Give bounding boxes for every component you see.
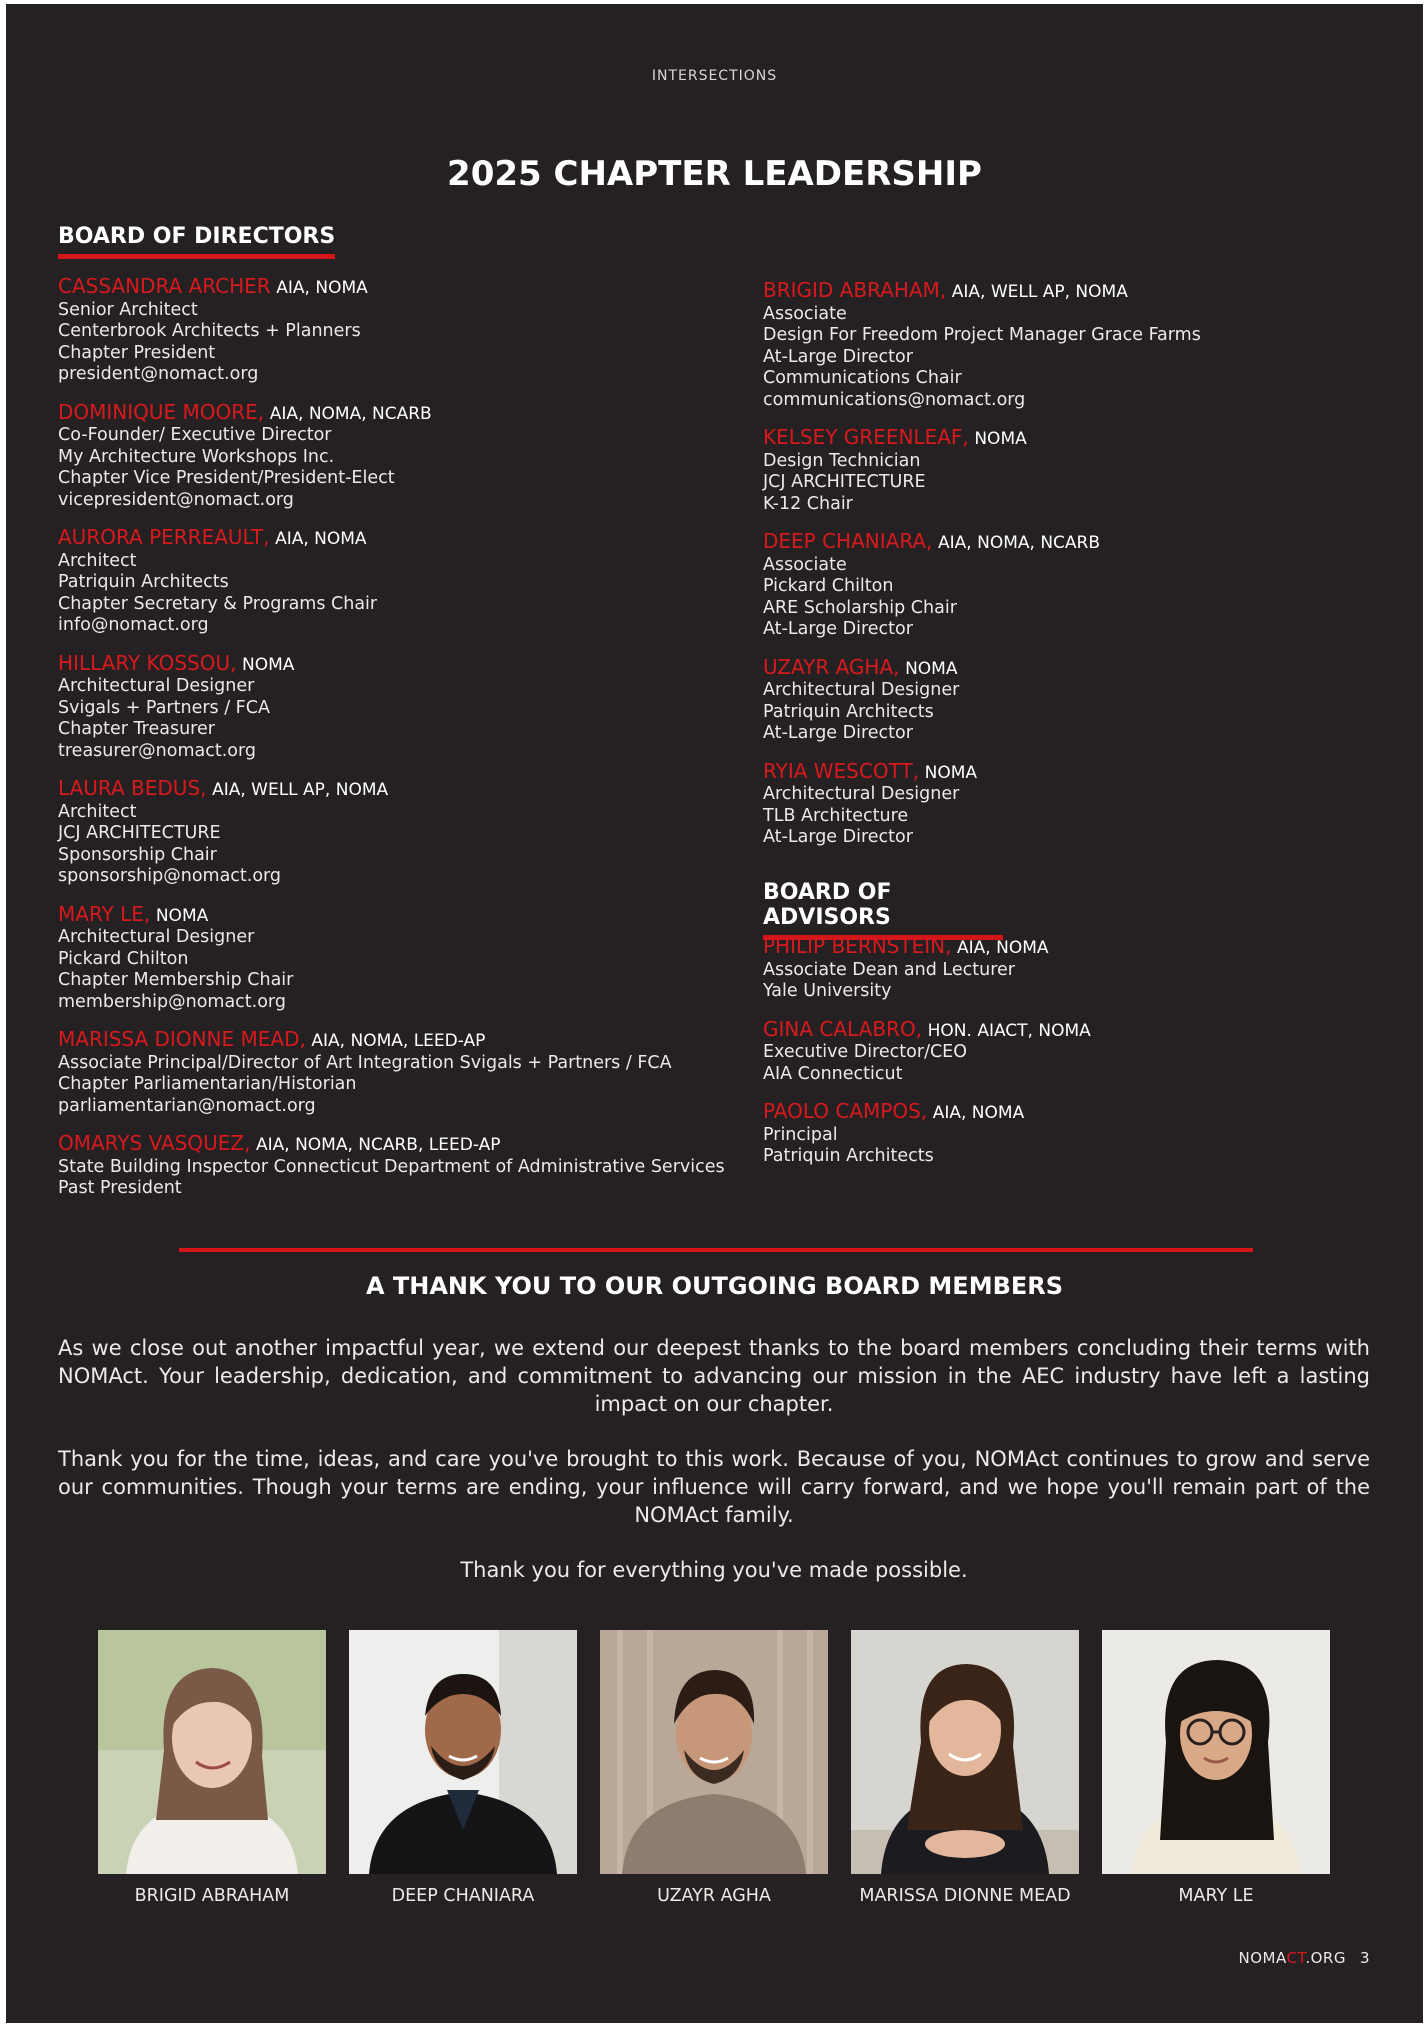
member-detail-line: Architectural Designer — [763, 680, 960, 700]
member-entry — [763, 1101, 1363, 1168]
directors-left-column — [58, 276, 758, 1216]
member-credentials: AIA, WELL AP, NOMA — [951, 282, 1128, 302]
member-credentials: NOMA — [242, 654, 295, 675]
member-entry — [763, 531, 1363, 641]
member-entry — [58, 650, 758, 763]
member-detail-line: Pickard Chilton — [58, 948, 189, 969]
member-detail-line: Patriquin Architects — [763, 701, 934, 722]
member-name: MARISSA DIONNE MEAD, — [58, 1027, 306, 1051]
member-name: DEEP CHANIARA, — [763, 529, 933, 553]
member-detail-line: Past President — [58, 1178, 182, 1198]
member-credentials: AIA, NOMA — [957, 938, 1049, 958]
footer-site-accent: CT — [1286, 1949, 1306, 1967]
member-detail-line: Architectural Designer — [763, 784, 960, 804]
member-detail-line: Chapter Membership Chair — [58, 970, 294, 990]
member-heading — [58, 276, 758, 300]
member-credentials: AIA, NOMA, NCARB — [938, 533, 1101, 553]
member-detail-line: Design For Freedom Project Manager Grace Farms — [763, 325, 1201, 345]
member-detail-line: Centerbrook Architects + Planners — [58, 321, 361, 341]
member-detail-line: Architectural Designer — [58, 676, 255, 696]
member-detail-line: ARE Scholarship Chair — [763, 597, 957, 618]
member-detail-line: Associate Dean and Lecturer — [763, 959, 1015, 980]
portrait-photo — [349, 1630, 577, 1874]
member-caption: MARISSA DIONNE MEAD — [859, 1886, 1071, 1906]
footer-site-prefix: NOMA — [1238, 1949, 1287, 1967]
member-detail-line: My Architecture Workshops Inc. — [58, 446, 335, 467]
member-name: LAURA BEDUS, — [58, 776, 207, 800]
member-detail-line: Yale University — [763, 981, 892, 1001]
member-heading — [58, 1133, 758, 1157]
document-page — [6, 4, 1423, 2023]
thank-you-paragraph-3: Thank you for everything you've made possible. — [460, 1558, 968, 1582]
member-detail-line: K-12 Chair — [763, 493, 853, 514]
member-detail-line: JCJ ARCHITECTURE — [763, 472, 926, 492]
member-heading — [763, 758, 1363, 785]
member-name: BRIGID ABRAHAM, — [763, 278, 947, 302]
thank-you-heading: A THANK YOU TO OUR OUTGOING BOARD MEMBERS — [365, 1272, 1064, 1300]
member-heading — [763, 280, 1363, 304]
member-detail-line: Architect — [58, 550, 137, 571]
member-heading — [763, 654, 1363, 681]
member-name: AURORA PERREAULT, — [58, 525, 270, 549]
member-detail-line: Senior Architect — [58, 299, 198, 320]
member-detail-line: AIA Connecticut — [763, 1063, 903, 1084]
portrait-photo — [1102, 1630, 1330, 1874]
member-entry — [763, 280, 1363, 411]
portrait-photo — [851, 1630, 1079, 1874]
member-detail-line: At-Large Director — [763, 723, 913, 743]
member-heading — [763, 1016, 1363, 1043]
member-entry — [763, 1016, 1363, 1086]
member-detail-line: At-Large Director — [763, 827, 913, 847]
member-detail-line: Architect — [58, 801, 137, 822]
member-heading — [763, 1101, 1363, 1125]
member-detail-line: Chapter Vice President/President-Elect — [58, 468, 395, 488]
board-of-directors-heading: BOARD OF DIRECTORS — [58, 224, 335, 259]
member-detail-line: Chapter President — [58, 342, 216, 363]
member-heading — [58, 901, 758, 928]
member-detail-line: president@nomact.org — [58, 364, 259, 384]
member-detail-line: info@nomact.org — [58, 615, 209, 635]
member-detail-line: Svigals + Partners / FCA — [58, 697, 270, 718]
directors-right-column — [763, 280, 1363, 865]
member-detail-line: JCJ ARCHITECTURE — [58, 823, 221, 843]
member-name: OMARYS VASQUEZ, — [58, 1131, 251, 1155]
member-name: GINA CALABRO, — [763, 1016, 923, 1041]
thank-you-paragraph-1: As we close out another impactful year, we extend our deepest thanks to the board members concluding their terms with NOMAct. Your leadership, dedication, and commitment to advancing our mission in the AEC industry have left a lasting impact on our chapter. — [58, 1336, 1370, 1416]
member-entry — [58, 1133, 758, 1200]
member-name: MARY LE, — [58, 901, 151, 926]
member-detail-line: treasurer@nomact.org — [58, 740, 256, 761]
member-heading — [58, 778, 758, 802]
member-detail-line: Communications Chair — [763, 368, 962, 388]
member-caption: MARY LE — [1178, 1886, 1254, 1906]
member-heading — [58, 399, 758, 426]
member-detail-line: TLB Architecture — [763, 805, 909, 826]
member-detail-line: sponsorship@nomact.org — [58, 866, 282, 886]
member-detail-line: vicepresident@nomact.org — [58, 489, 294, 510]
member-detail-line: Chapter Parliamentarian/Historian — [58, 1074, 357, 1094]
member-name: CASSANDRA ARCHER — [58, 274, 271, 298]
board-of-advisors-heading: BOARD OF ADVISORS — [763, 880, 1003, 940]
member-card — [851, 1630, 1079, 1906]
member-credentials: NOMA — [924, 762, 978, 783]
member-detail-line: Sponsorship Chair — [58, 844, 217, 865]
page-number: 3 — [1359, 1949, 1370, 1967]
member-name: DOMINIQUE MOORE, — [58, 399, 265, 424]
member-detail-line: Design Technician — [763, 450, 921, 471]
member-detail-line: Executive Director/CEO — [763, 1042, 968, 1062]
member-entry — [58, 1029, 758, 1117]
member-detail-line: Associate Principal/Director of Art Integration Svigals + Partners / FCA — [58, 1052, 672, 1073]
member-heading — [58, 527, 758, 551]
member-card — [1102, 1630, 1330, 1906]
member-entry — [763, 654, 1363, 745]
member-card — [98, 1630, 326, 1906]
member-detail-line: Co-Founder/ Executive Director — [58, 425, 332, 445]
member-detail-line: Associate — [763, 303, 847, 324]
member-caption: UZAYR AGHA — [657, 1886, 771, 1906]
member-detail-line: Associate — [763, 554, 847, 575]
member-detail-line: Chapter Treasurer — [58, 719, 215, 739]
member-credentials: AIA, NOMA, NCARB, LEED-AP — [256, 1135, 501, 1155]
thank-you-paragraph-2: Thank you for the time, ideas, and care you've brought to this work. Because of you, NOMAct continues to grow and serve our communities. Though your terms are ending, your influence will carry forward, and we hope you'll remain part of the NOMAct family. — [58, 1447, 1370, 1527]
section-divider — [179, 1248, 1253, 1252]
member-credentials: AIA, NOMA — [275, 529, 367, 549]
member-heading — [58, 650, 758, 677]
member-caption: BRIGID ABRAHAM — [134, 1886, 290, 1906]
member-detail-line: State Building Inspector Connecticut Department of Administrative Services — [58, 1156, 725, 1177]
member-credentials: AIA, NOMA, NCARB — [269, 403, 432, 424]
member-heading — [58, 1029, 758, 1053]
member-detail-line: Chapter Secretary & Programs Chair — [58, 593, 378, 614]
member-detail-line: Patriquin Architects — [58, 572, 229, 592]
member-credentials: AIA, NOMA — [932, 1103, 1025, 1123]
advisors-column — [763, 936, 1363, 1184]
member-detail-line: At-Large Director — [763, 346, 913, 367]
member-credentials: NOMA — [155, 905, 209, 926]
member-heading — [763, 427, 1363, 451]
member-detail-line: Patriquin Architects — [763, 1146, 934, 1166]
member-entry — [58, 527, 758, 637]
member-credentials: NOMA — [905, 658, 958, 679]
member-name: HILLARY KOSSOU, — [58, 650, 237, 675]
member-card — [349, 1630, 577, 1906]
member-card — [600, 1630, 828, 1906]
member-detail-line: At-Large Director — [763, 619, 913, 639]
member-name: RYIA WESCOTT, — [763, 758, 920, 783]
member-name: UZAYR AGHA, — [763, 654, 900, 679]
member-detail-line: communications@nomact.org — [763, 389, 1026, 410]
member-entry — [763, 758, 1363, 849]
member-heading — [763, 531, 1363, 555]
member-caption: DEEP CHANIARA — [391, 1886, 535, 1906]
member-credentials: AIA, NOMA — [276, 278, 368, 298]
member-detail-line: Pickard Chilton — [763, 576, 894, 596]
member-credentials: AIA, NOMA, LEED-AP — [311, 1031, 486, 1051]
member-entry — [763, 936, 1363, 1003]
running-header: INTERSECTIONS — [651, 68, 778, 84]
member-detail-line: parliamentarian@nomact.org — [58, 1095, 316, 1116]
member-credentials: AIA, WELL AP, NOMA — [212, 780, 389, 800]
page-title: 2025 CHAPTER LEADERSHIP — [447, 154, 982, 194]
member-name: PHILIP BERNSTEIN, — [763, 934, 952, 958]
member-detail-line: Principal — [763, 1124, 838, 1145]
member-credentials: HON. AIACT, NOMA — [927, 1020, 1091, 1041]
member-entry — [58, 276, 758, 386]
member-entry — [58, 901, 758, 1014]
member-detail-line: Architectural Designer — [58, 927, 255, 947]
page-footer — [1239, 1949, 1371, 1967]
member-heading — [763, 936, 1363, 960]
member-name: KELSEY GREENLEAF, — [763, 425, 969, 449]
member-name: PAOLO CAMPOS, — [763, 1099, 928, 1123]
footer-site-suffix: .ORG — [1305, 1949, 1346, 1967]
portrait-photo — [600, 1630, 828, 1874]
member-entry — [58, 778, 758, 888]
portrait-photo — [98, 1630, 326, 1874]
member-entry — [763, 427, 1363, 515]
member-credentials: NOMA — [974, 429, 1027, 449]
member-detail-line: membership@nomact.org — [58, 991, 286, 1012]
member-entry — [58, 399, 758, 512]
